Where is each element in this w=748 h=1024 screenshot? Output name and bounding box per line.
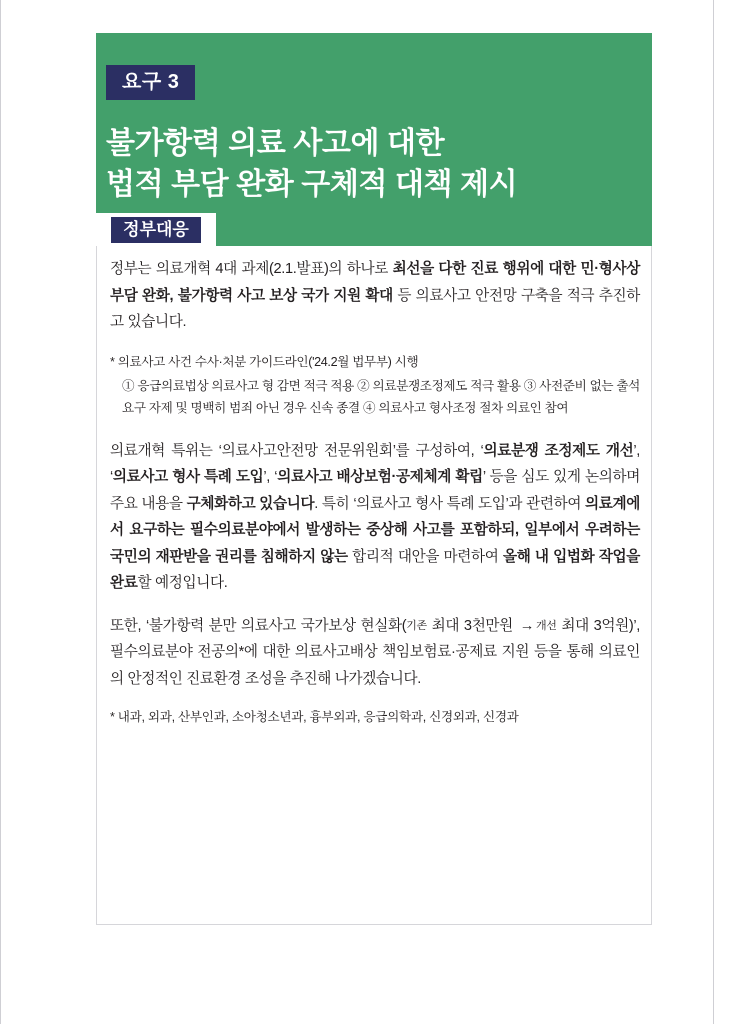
p1-part-c: 등 의료사고 안전망 구축을 적극 추진하고 있습니다. <box>110 287 640 331</box>
note-1: * 의료사고 사건 수사·처분 가이드라인('24.2월 법무부) 시행 <box>110 354 419 369</box>
paragraph-1 <box>110 256 640 336</box>
p3-small-after: 개선 <box>535 619 557 632</box>
page-guide-right <box>713 0 714 1024</box>
page-guide-left <box>0 0 1 1024</box>
footnote: * 내과, 외과, 산부인과, 소아청소년과, 흉부외과, 응급의학과, 신경외과, 신경과 <box>110 709 519 724</box>
paragraph-2 <box>110 438 640 597</box>
p2-part-e: ’, ‘ <box>263 469 278 486</box>
paragraph-3 <box>110 613 640 693</box>
p2-part-l: 올해 내 입법화 작업을 완료 <box>110 548 640 592</box>
p3-part-a: 또한, ‘불가항력 분만 의료사고 국가보상 현실화( <box>110 617 407 634</box>
arrow-icon: → <box>519 617 534 634</box>
note-1-sub: ① 응급의료법상 의료사고 형 감면 적극 적용 ② 의료분쟁조정제도 적극 활용 ③ 사전준비 없는 출석요구 자제 및 명백히 범죄 아닌 경우 신속 종결 ④ 의료사고 형사조정 절차 의료인 참여 <box>122 379 640 415</box>
p2-part-k: 합리적 대안을 마련하여 <box>347 548 503 565</box>
title-line-1: 불가항력 의료 사고에 대한 <box>106 127 445 160</box>
requirement-badge: 요구 3 <box>106 65 195 100</box>
gov-response-label: 정부대응 <box>111 217 201 243</box>
p3-part-c: 최대 3억원)’, 필수의료분야 전공의*에 대한 의료사고배상 책임보험료·공제료 지원 등을 통해 의료인의 안정적인 진료환경 조성을 추진해 나가겠습니다. <box>110 617 640 687</box>
p2-part-d: 의료사고 형사 특례 도입 <box>112 469 264 486</box>
page-title <box>106 123 517 206</box>
title-line-2: 법적 부담 완화 구체적 대책 제시 <box>106 168 518 202</box>
p2-part-j: 의료계에서 요구하는 필수의료분야에서 발생하는 중상해 사고를 포함하되, 일부에서 우려하는 국민의 재판받을 권리를 침해하지 않는 <box>110 495 640 565</box>
p2-part-c: ’, ‘ <box>110 442 640 486</box>
p2-part-i: . 특히 ‘의료사고 형사 특례 도입’과 관련하여 <box>314 495 585 512</box>
p2-part-f: 의료사고 배상보험·공제체계 확립 <box>277 469 483 486</box>
p3-part-b: 최대 3천만원 <box>426 617 518 634</box>
p2-part-h: 구체화하고 있습니다 <box>186 495 315 512</box>
document-body <box>110 256 640 725</box>
p1-part-b: 최선을 다한 진료 행위에 대한 민·형사상 부담 완화, 불가항력 사고 보상 국가 지원 확대 <box>110 261 640 304</box>
p1-part-a: 정부는 의료개혁 4대 과제(2.1.발표)의 하나로 <box>110 261 393 277</box>
p2-part-m: 할 예정입니다. <box>137 575 228 592</box>
document-header <box>96 33 652 246</box>
p2-part-a: 의료개혁 특위는 ‘의료사고안전망 전문위원회’를 구성하여, ‘ <box>110 442 484 459</box>
p2-part-b: 의료분쟁 조정제도 개선 <box>483 442 634 459</box>
gov-response-tab <box>96 213 216 246</box>
p3-small-before: 기존 <box>406 619 427 632</box>
p2-part-g: ’ 등을 심도 있게 논의하며 주요 내용을 <box>110 469 640 512</box>
